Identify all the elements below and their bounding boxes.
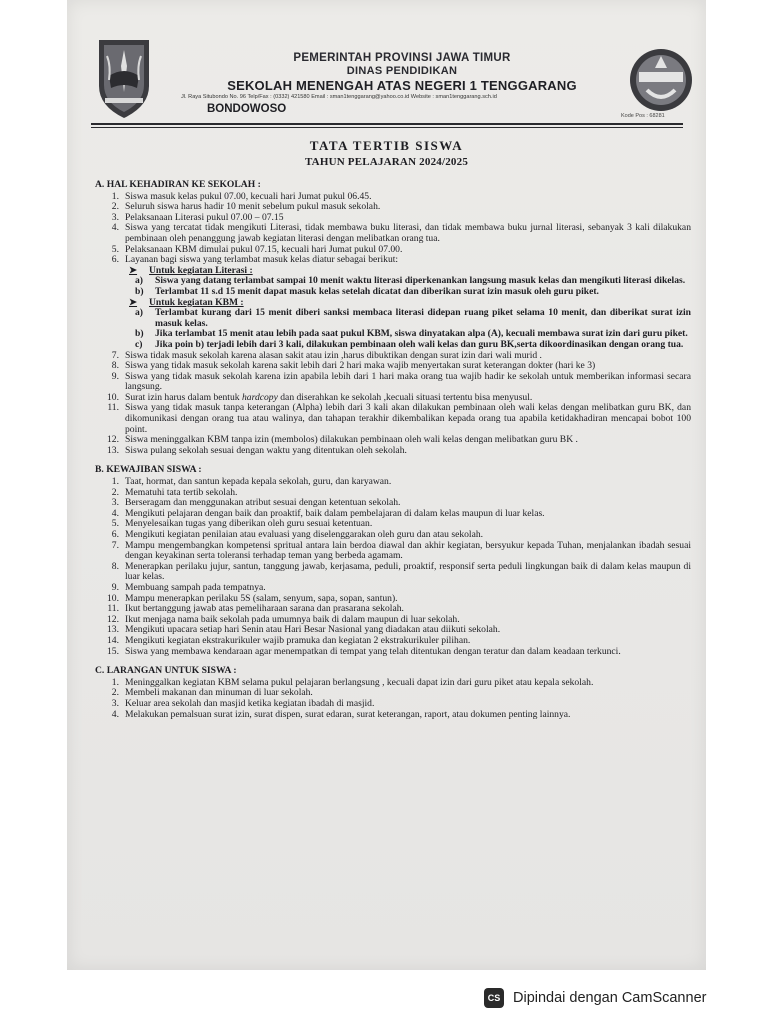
letterhead-agency: DINAS PENDIDIKAN [346, 65, 458, 77]
list-item: 7. Siswa tidak masuk sekolah karena alasan sakit atau izin ,harus dibuktikan dengan surat izin dari wali murid . [111, 349, 542, 361]
letterhead-province: PEMERINTAH PROVINSI JAWA TIMUR [293, 52, 511, 64]
sub-list-item: c) Jika poin b) terjadi lebih dari 3 kali, dilakukan pembinaan oleh wali kelas dan guru BK,serta dikoordinasikan dengan orang tua. [135, 338, 684, 350]
list-item: 2. Seluruh siswa harus hadir 10 menit sebelum pukul masuk sekolah. [111, 201, 381, 213]
list-item: 3. Keluar area sekolah dan masjid ketika kegiatan ibadah di masjid. [111, 697, 375, 709]
section-heading-a: A. HAL KEHADIRAN KE SEKOLAH : [95, 179, 261, 190]
list-item: 9. Membuang sampah pada tempatnya. [111, 581, 266, 593]
list-item: 1. Meninggalkan kegiatan KBM selama pukul pelajaran berlangsung , kecuali dapat izin dari guru piket atau kepala sekolah. [111, 676, 594, 688]
letterhead-rule-thin [91, 127, 683, 128]
list-item: 10. Surat izin harus dalam bentuk hardcopy dan diserahkan ke sekolah ,kecuali situasi tertentu bisa menyusul. [107, 391, 533, 403]
school-logo-icon [627, 46, 695, 114]
list-item: 11. Siswa yang tidak masuk tanpa keterangan (Alpha) lebih dari 3 kali akan dilakukan pembinaan oleh wali kelas dengan melibatkan guru BK, dan dikomunikasi dengan orang tua atau walinya, dan tahapan terakhir dikembalikan kepada orang tua apabila ketidakhadiran mencapai bobot 100 point. [107, 402, 691, 435]
list-item: 2. Membeli makanan dan minuman di luar sekolah. [111, 687, 313, 699]
arrow-bullet-icon: ➤ [129, 264, 138, 276]
list-item: 8. Siswa yang tidak masuk sekolah karena sakit lebih dari 2 hari maka wajib menyertakan surat keterangan dokter (hari ke 3) [111, 360, 596, 372]
scanned-page [67, 0, 706, 970]
letterhead-address: Jl. Raya Situbondo No. 96 Telp/Fax : (0332) 421580 Email : sman1tenggarang@yahoo.co.id Website : sman1tenggarang.sch.id [181, 94, 497, 100]
list-item: 4. Siswa yang tercatat tidak mengikuti Literasi, tidak membawa buku literasi, dan tidak membawa buku jurnal literasi, sebanyak 3 kali dilakukan pembinaan oleh penanggung jawab kegiatan literasi dengan melibatkan orang tua. [111, 222, 691, 244]
document-title: TATA TERTIB SISWA [309, 138, 464, 153]
sub-list-item: a) Siswa yang datang terlambat sampai 10 menit waktu literasi diperkenankan langsung masuk kelas dan mengikuti literasi dikelas. [135, 275, 686, 287]
camscanner-label: Dipindai dengan CamScanner [513, 990, 707, 1006]
list-item: 3. Berseragam dan menggunakan atribut sesuai dengan ketentuan sekolah. [111, 497, 401, 509]
list-item: 9. Siswa yang tidak masuk sekolah karena izin apabila lebih dari 1 hari maka orang tua wajib hadir ke sekolah untuk memberikan informasi secara langsung. [111, 370, 691, 393]
section-heading-b: B. KEWAJIBAN SISWA : [95, 464, 202, 476]
subheading-kbm: ➤ Untuk kegiatan KBM : [129, 296, 244, 308]
list-item: 10. Mampu menerapkan perilaku 5S (salam, senyum, sapa, sopan, santun). [107, 592, 398, 604]
list-item: 14. Mengikuti kegiatan ekstrakurikuler wajib pramuka dan kegiatan 2 ekstrakurikuler pilihan. [107, 634, 471, 646]
arrow-bullet-icon: ➤ [129, 296, 138, 308]
list-item: 6. Mengikuti kegiatan penilaian atau evaluasi yang diselenggarakan oleh guru dan atau sekolah. [111, 529, 484, 540]
list-item: 2. Mematuhi tata tertib sekolah. [111, 486, 238, 498]
document-body [95, 180, 691, 720]
letterhead-school-name: SEKOLAH MENENGAH ATAS NEGERI 1 TENGGARANG [227, 78, 577, 93]
list-item: 12. Ikut menjaga nama baik sekolah pada umumnya baik di dalam maupun di luar sekolah. [107, 613, 460, 625]
list-item: 13. Siswa pulang sekolah sesuai dengan waktu yang ditentukan oleh sekolah. [107, 444, 407, 456]
list-item: 5. Menyelesaikan tugas yang diberikan oleh guru sesuai ketentuan. [111, 518, 373, 530]
sub-list-item: b) Terlambat 11 s.d 15 menit dapat masuk kelas setelah dicatat dan diberikan surat izin masuk oleh guru piket. [135, 285, 599, 297]
list-item: 6. Layanan bagi siswa yang terlambat masuk kelas diatur sebagai berikut: [111, 254, 399, 266]
letterhead-city: BONDOWOSO [207, 103, 287, 115]
letterhead-rule-thick [91, 123, 683, 125]
list-item: 1. Taat, hormat, dan santun kepada kepala sekolah, guru, dan karyawan. [111, 476, 392, 488]
list-item: 11. Ikut bertanggung jawab atas pemeliharaan sarana dan prasarana sekolah. [107, 603, 404, 615]
letterhead [67, 34, 706, 126]
list-item: 4. Mengikuti pelajaran dengan baik dan proaktif, baik dalam pembelajaran di dalam kelas maupun di luar kelas. [111, 507, 545, 519]
section-heading-c: C. LARANGAN UNTUK SISWA : [95, 665, 237, 677]
list-item: 12. Siswa meninggalkan KBM tanpa izin (membolos) dilakukan pembinaan oleh wali kelas dengan melibatkan guru BK . [107, 434, 578, 446]
list-item: 1. Siswa masuk kelas pukul 07.00, kecuali hari Jumat pukul 06.45. [111, 190, 372, 202]
camscanner-logo-icon: CS [484, 988, 504, 1008]
sub-list-item: b) Jika terlambat 15 menit atau lebih pada saat pukul KBM, siswa dinyatakan alpa (A), kecuali membawa surat izin dari guru piket. [135, 328, 688, 340]
list-item: 13. Mengikuti upacara setiap hari Senin atau Hari Besar Nasional yang diadakan atau diikuti sekolah. [107, 624, 501, 636]
list-item: 8. Menerapkan perilaku jujur, santun, tanggung jawab, kerjasama, peduli, proaktif, responsif serta peduli lingkungan baik di dalam kelas maupun di luar kelas. [111, 560, 691, 583]
list-item: 15. Siswa yang membawa kendaraan agar menempatkan di tempat yang telah ditentukan dengan teratur dan dalam keadaan terkunci. [107, 645, 621, 657]
letterhead-postcode: Kode Pos : 68281 [621, 113, 665, 119]
list-item: 4. Melakukan pemalsuan surat izin, surat dispen, surat edaran, surat keterangan, raport, atau dokumen penting lainnya. [111, 708, 571, 720]
document-subtitle: TAHUN PELAJARAN 2024/2025 [304, 156, 469, 168]
sub-list-item: a) Terlambat kurang dari 15 menit diberi sanksi membaca literasi didepan ruang piket selama 10 menit, dan diberikat surat izin masuk kelas. [135, 307, 691, 329]
subheading-literasi: ➤ Untuk kegiatan Literasi : [129, 264, 253, 276]
east-java-emblem-icon [91, 36, 157, 120]
list-item: 5. Pelaksanaan KBM dimulai pukul 07.15, kecuali hari Jumat pukul 07.00. [111, 243, 403, 255]
camscanner-watermark [484, 986, 754, 1010]
list-item: 3. Pelaksanaan Literasi pukul 07.00 – 07.15 [111, 211, 284, 223]
list-item: 7. Mampu mengembangkan kompetensi spritual antara lain berdoa diawal dan akhir kegiatan, bersyukur kepada Tuhan, menjalankan ibadah sesuai dengan keyakinan serta toleransi terhadap teman yang berbeda agamam. [111, 539, 691, 562]
letterhead-text [177, 52, 627, 116]
